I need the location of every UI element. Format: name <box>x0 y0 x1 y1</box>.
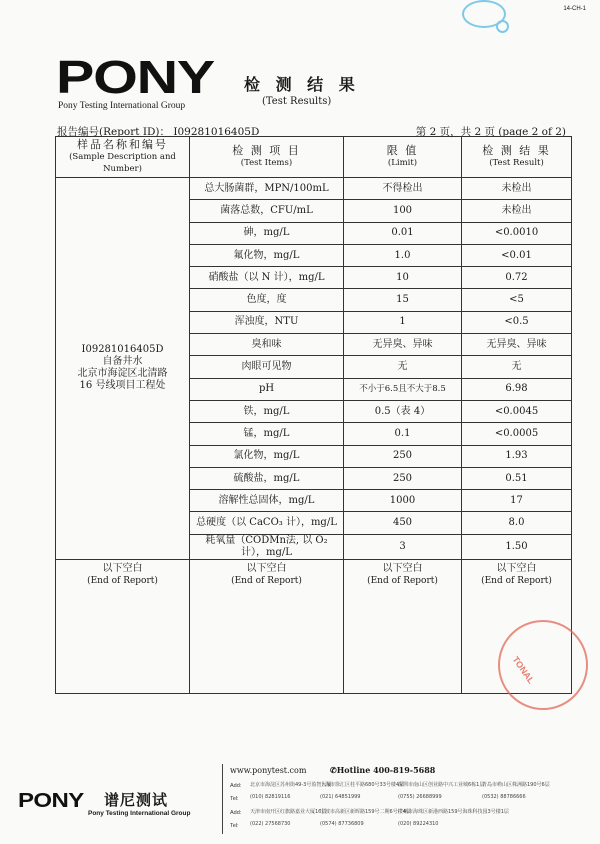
header-sample: 样品名称和编号 (Sample Description and Number) <box>56 137 190 178</box>
cell-limit: 0.1 <box>344 423 462 445</box>
header-result: 检 测 结 果 (Test Result) <box>462 137 572 178</box>
report-id-value: I09281016405D <box>173 126 260 138</box>
office-tel: (0532) 88786666 <box>482 794 526 800</box>
footer-office <box>482 782 550 800</box>
cell-item: 肉眼可见物 <box>190 356 344 378</box>
cell-item: pH <box>190 378 344 400</box>
cell-limit: 250 <box>344 467 462 489</box>
cell-limit: 15 <box>344 289 462 311</box>
document-title-en: (Test Results) <box>262 96 332 107</box>
cell-item: 氟化物，mg/L <box>190 244 344 266</box>
cell-limit: 1.0 <box>344 244 462 266</box>
footer-brand-en: Pony Testing International Group <box>88 810 191 817</box>
footer-divider <box>222 764 223 834</box>
header-items: 检 测 项 目 (Test Items) <box>190 137 344 178</box>
end-of-report-en: (End of Report) <box>87 575 158 586</box>
cell-limit: 450 <box>344 512 462 534</box>
end-of-report-cell <box>190 559 344 693</box>
header-limit: 限 值 (Limit) <box>344 137 462 178</box>
end-of-report-cn: 以下空白 <box>496 562 537 574</box>
page-number: 第 2 页，共 2 页 (page 2 of 2) <box>415 126 566 138</box>
sample-line: 16 号线项目工程处 <box>79 380 166 392</box>
office-tel: (0755) 26688999 <box>398 794 442 800</box>
cell-result: <0.0045 <box>462 400 572 422</box>
office-tel: (021) 64851999 <box>320 794 361 800</box>
cell-item: 耗氧量（CODMn法, 以 O₂ 计），mg/L <box>190 534 344 559</box>
footer-tel-label: Tel: <box>230 796 239 802</box>
cell-result: 无异臭、异味 <box>462 334 572 356</box>
footer-office <box>320 782 404 800</box>
end-of-report-en: (End of Report) <box>367 575 438 586</box>
office-address: 宁波市高新区新晖路159号二期6号楼4层 <box>320 809 411 815</box>
form-code: 14-CH-1 <box>563 6 586 12</box>
sample-line: I09281016405D <box>81 344 164 356</box>
end-of-report-en: (End of Report) <box>481 575 552 586</box>
footer-office <box>250 809 326 827</box>
cell-limit: 1 <box>344 311 462 333</box>
office-tel: (022) 27568730 <box>250 821 291 827</box>
cell-result: <0.0010 <box>462 222 572 244</box>
cell-limit: 3 <box>344 534 462 559</box>
report-id-label: 报告编号(Report ID)： <box>57 126 170 138</box>
cell-result: 1.50 <box>462 534 572 559</box>
sample-description <box>56 178 190 560</box>
end-of-report-cell <box>56 559 190 693</box>
company-stamp <box>498 620 588 710</box>
footer-tel-label-2: Tel: <box>230 823 239 829</box>
cell-limit: 无 <box>344 356 462 378</box>
stamp-text: TONAL <box>510 654 537 686</box>
cell-item: 氯化物，mg/L <box>190 445 344 467</box>
cell-item: 砷，mg/L <box>190 222 344 244</box>
end-of-report-cn: 以下空白 <box>382 562 423 574</box>
cell-result: <0.0005 <box>462 423 572 445</box>
office-address: 北京市海淀区苏州街49-3号盈智大厦 <box>250 782 332 788</box>
end-of-report-cn: 以下空白 <box>246 562 287 574</box>
cell-item: 浑浊度，NTU <box>190 311 344 333</box>
cell-limit: 1000 <box>344 490 462 512</box>
cell-item: 溶解性总固体，mg/L <box>190 490 344 512</box>
cell-result: 17 <box>462 490 572 512</box>
decorative-bubble <box>496 20 509 33</box>
cell-limit: 100 <box>344 200 462 222</box>
cell-result: 未检出 <box>462 200 572 222</box>
cell-result: 8.0 <box>462 512 572 534</box>
office-address: 上海市徐汇区桂平路680号33号楼4层 <box>320 782 405 788</box>
cell-item: 硝酸盐（以 N 计），mg/L <box>190 267 344 289</box>
office-address: 广州市海珠区新港西路159号海珠科技园3号楼1层 <box>398 809 509 815</box>
sample-line: 北京市海淀区北清路 <box>77 368 168 380</box>
brand-logo: PONY <box>56 51 214 103</box>
office-address: 深圳市南山区创业路中兴工业城6栋1层 <box>398 782 485 788</box>
end-of-report-en: (End of Report) <box>231 575 302 586</box>
sample-line: 自备井水 <box>102 356 143 368</box>
office-tel: (010) 82819116 <box>250 794 291 800</box>
cell-result: 0.72 <box>462 267 572 289</box>
page-footer <box>0 758 600 844</box>
cell-item: 色度，度 <box>190 289 344 311</box>
cell-limit: 不得检出 <box>344 178 462 200</box>
office-tel: (020) 89224310 <box>398 821 439 827</box>
cell-limit: 0.01 <box>344 222 462 244</box>
cell-result: 无 <box>462 356 572 378</box>
cell-item: 铁，mg/L <box>190 400 344 422</box>
footer-office <box>398 782 484 800</box>
footer-brand-cn: 谱尼测试 <box>104 791 169 809</box>
end-of-report-cn: 以下空白 <box>102 562 143 574</box>
footer-add-label: Add: <box>230 783 242 789</box>
cell-limit: 0.5（表 4） <box>344 400 462 422</box>
table-row <box>56 178 572 200</box>
cell-result: <5 <box>462 289 572 311</box>
office-tel: (0574) 87736809 <box>320 821 364 827</box>
cell-item: 菌落总数，CFU/mL <box>190 200 344 222</box>
cell-result: 0.51 <box>462 467 572 489</box>
cell-result: <0.5 <box>462 311 572 333</box>
cell-result: 1.93 <box>462 445 572 467</box>
cell-item: 臭和味 <box>190 334 344 356</box>
cell-limit: 不小于6.5且不大于8.5 <box>344 378 462 400</box>
cell-item: 锰，mg/L <box>190 423 344 445</box>
office-address: 天津市南开区红旗路嘉业大厦16层 <box>250 809 327 815</box>
cell-result: <0.01 <box>462 244 572 266</box>
footer-website[interactable]: www.ponytest.com <box>230 766 307 775</box>
results-table <box>55 136 572 694</box>
end-of-report-cell <box>344 559 462 693</box>
end-of-report-row <box>56 559 572 693</box>
cell-limit: 无异臭、异味 <box>344 334 462 356</box>
footer-hotline: ✆Hotline 400-819-5688 <box>330 765 436 775</box>
office-address: 青岛市崂山区株洲路190号6层 <box>482 782 550 788</box>
document-title: 检 测 结 果 <box>244 75 360 94</box>
footer-office <box>398 809 509 827</box>
brand-subtitle: Pony Testing International Group <box>58 101 186 111</box>
cell-item: 总硬度（以 CaCO₃ 计），mg/L <box>190 512 344 534</box>
cell-limit: 10 <box>344 267 462 289</box>
footer-add-label-2: Add: <box>230 810 242 816</box>
cell-result: 6.98 <box>462 378 572 400</box>
footer-logo: PONY <box>18 790 84 812</box>
cell-item: 总大肠菌群，MPN/100mL <box>190 178 344 200</box>
cell-item: 硫酸盐，mg/L <box>190 467 344 489</box>
cell-result: 未检出 <box>462 178 572 200</box>
cell-limit: 250 <box>344 445 462 467</box>
table-header-row <box>56 137 572 178</box>
